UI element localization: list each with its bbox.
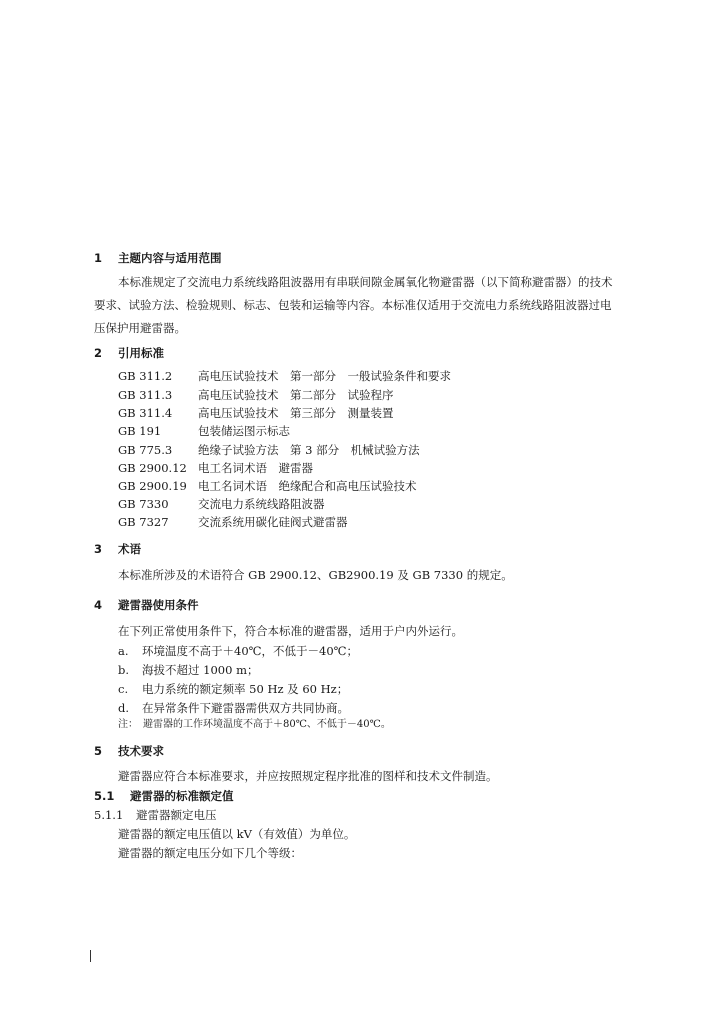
list-text: 在异常条件下避雷器需供双方共同协商。 <box>142 701 349 715</box>
standard-title: 绝缘子试验方法 第 3 部分 机械试验方法 <box>198 443 420 457</box>
paragraph-line: 避雷器应符合本标准要求，并应按照规定程序批准的图样和技术文件制造。 <box>118 769 498 783</box>
standard-title: 电工名词术语 避雷器 <box>198 461 313 475</box>
paragraph-line: 要求、试验方法、检验规则、标志、包装和运输等内容。本标准仅适用于交流电力系统线路阻波器过电 <box>94 298 612 312</box>
reference-row <box>118 387 394 403</box>
section-number: 3 <box>94 542 103 556</box>
section-4-heading <box>94 597 199 613</box>
paragraph-line: 压保护用避雷器。 <box>94 321 186 335</box>
section-title: 术语 <box>118 542 141 556</box>
standard-code: GB 2900.12 <box>118 461 187 475</box>
paragraph-line: 本标准规定了交流电力系统线路阻波器用有串联间隙金属氧化物避雷器（以下简称避雷器）的技术 <box>118 275 613 289</box>
subsection-5-1-1-heading <box>94 807 217 823</box>
subsection-title: 避雷器额定电压 <box>136 808 217 822</box>
list-label: d. <box>118 701 130 715</box>
standard-code: GB 2900.19 <box>118 479 187 493</box>
section-number: 4 <box>94 598 103 612</box>
list-text: 环境温度不高于＋40℃，不低于－40℃； <box>142 644 358 658</box>
section-number: 1 <box>94 251 103 265</box>
list-label: c. <box>118 682 129 696</box>
standard-title: 高电压试验技术 第二部分 试验程序 <box>198 388 394 402</box>
section-number: 2 <box>94 346 103 360</box>
reference-row <box>118 460 313 476</box>
subsection-5-1-heading <box>94 788 234 804</box>
section-2-heading <box>94 345 164 361</box>
reference-row <box>118 442 420 458</box>
standard-title: 电工名词术语 绝缘配合和高电压试验技术 <box>198 479 417 493</box>
list-text: 电力系统的额定频率 50 Hz 及 60 Hz； <box>142 682 349 696</box>
standard-code: GB 775.3 <box>118 443 173 457</box>
section-title: 主题内容与适用范围 <box>118 251 222 265</box>
reference-row <box>118 478 417 494</box>
subsection-number: 5.1.1 <box>94 808 124 822</box>
reference-row <box>118 405 394 421</box>
paragraph-line: 本标准所涉及的术语符合 GB 2900.12、GB2900.19 及 GB 7330 的规定。 <box>118 568 513 582</box>
reference-row <box>118 423 290 439</box>
section-title: 技术要求 <box>118 744 164 758</box>
section-title: 引用标准 <box>118 346 164 360</box>
note: 注： 避雷器的工作环境温度不高于＋80℃、不低于－40℃。 <box>118 719 391 730</box>
margin-mark <box>90 950 91 962</box>
standard-title: 包装储运图示标志 <box>198 424 290 438</box>
list-item <box>118 700 349 716</box>
reference-row <box>118 368 451 384</box>
paragraph-line: 避雷器的额定电压值以 kV（有效值）为单位。 <box>118 827 356 841</box>
reference-row <box>118 514 348 530</box>
standard-code: GB 7330 <box>118 497 169 511</box>
standard-code: GB 7327 <box>118 515 169 529</box>
section-5-heading <box>94 743 164 759</box>
standard-code: GB 191 <box>118 424 162 438</box>
standard-code: GB 311.4 <box>118 406 173 420</box>
list-text: 海拔不超过 1000 m； <box>142 663 259 677</box>
standard-code: GB 311.3 <box>118 388 173 402</box>
section-1-heading <box>94 250 222 266</box>
standard-title: 高电压试验技术 第一部分 一般试验条件和要求 <box>198 369 451 383</box>
standard-title: 交流系统用碳化硅阀式避雷器 <box>198 515 348 529</box>
list-item <box>118 681 348 697</box>
standard-code: GB 311.2 <box>118 369 173 383</box>
section-title: 避雷器使用条件 <box>118 598 199 612</box>
section-3-heading <box>94 541 141 557</box>
list-label: a. <box>118 644 129 658</box>
list-item <box>118 643 358 659</box>
paragraph-line: 避雷器的额定电压分如下几个等级： <box>118 846 302 860</box>
section-number: 5 <box>94 744 103 758</box>
paragraph-line: 在下列正常使用条件下，符合本标准的避雷器，适用于户内外运行。 <box>118 624 463 638</box>
standard-title: 交流电力系统线路阻波器 <box>198 497 325 511</box>
list-item <box>118 662 258 678</box>
subsection-number: 5.1 <box>94 789 115 803</box>
standard-title: 高电压试验技术 第三部分 测量装置 <box>198 406 394 420</box>
reference-row <box>118 496 325 512</box>
subsection-title: 避雷器的标准额定值 <box>130 789 234 803</box>
list-label: b. <box>118 663 130 677</box>
